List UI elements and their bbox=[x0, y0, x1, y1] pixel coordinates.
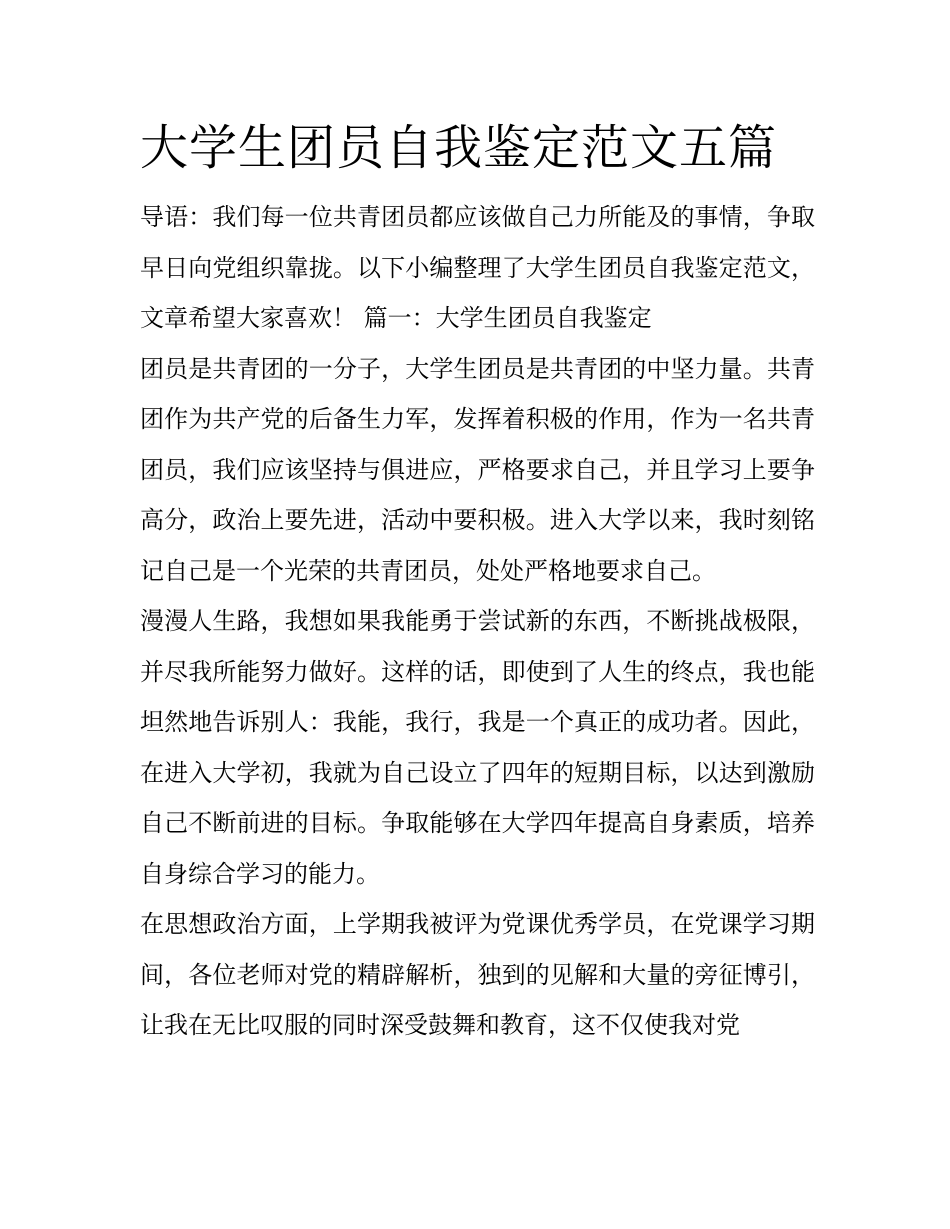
paragraph-1: 团员是共青团的一分子，大学生团员是共青团的中坚力量。共青团作为共产党的后备生力军，发挥着积极的作用，作为一名共青团员，我们应该坚持与俱进应，严格要求自己，并且学习上要争高分，政治上要先进，活动中要积极。进入大学以来，我时刻铭记自己是一个光荣的共青团员，处处严格地要求自己。 bbox=[140, 354, 815, 585]
paragraph-3: 在思想政治方面，上学期我被评为党课优秀学员，在党课学习期间，各位老师对党的精辟解析，独到的见解和大量的旁征博引，让我在无比叹服的同时深受鼓舞和教育，这不仅使我对党 bbox=[140, 910, 815, 1039]
document-body bbox=[140, 112, 815, 1051]
paragraph-intro: 导语：我们每一位共青团员都应该做自己力所能及的事情，争取早日向党组织靠拢。以下小编整理了大学生团员自我鉴定范文，文章希望大家喜欢！ 篇一：大学生团员自我鉴定 bbox=[140, 203, 815, 332]
paragraph-2: 漫漫人生路，我想如果我能勇于尝试新的东西，不断挑战极限，并尽我所能努力做好。这样的话，即使到了人生的终点，我也能坦然地告诉别人：我能，我行，我是一个真正的成功者。因此，在进入大学初，我就为自己设立了四年的短期目标，以达到激励自己不断前进的目标。争取能够在大学四年提高自身素质，培养自身综合学习的能力。 bbox=[140, 607, 815, 888]
document-title: 大学生团员自我鉴定范文五篇 bbox=[140, 120, 778, 176]
